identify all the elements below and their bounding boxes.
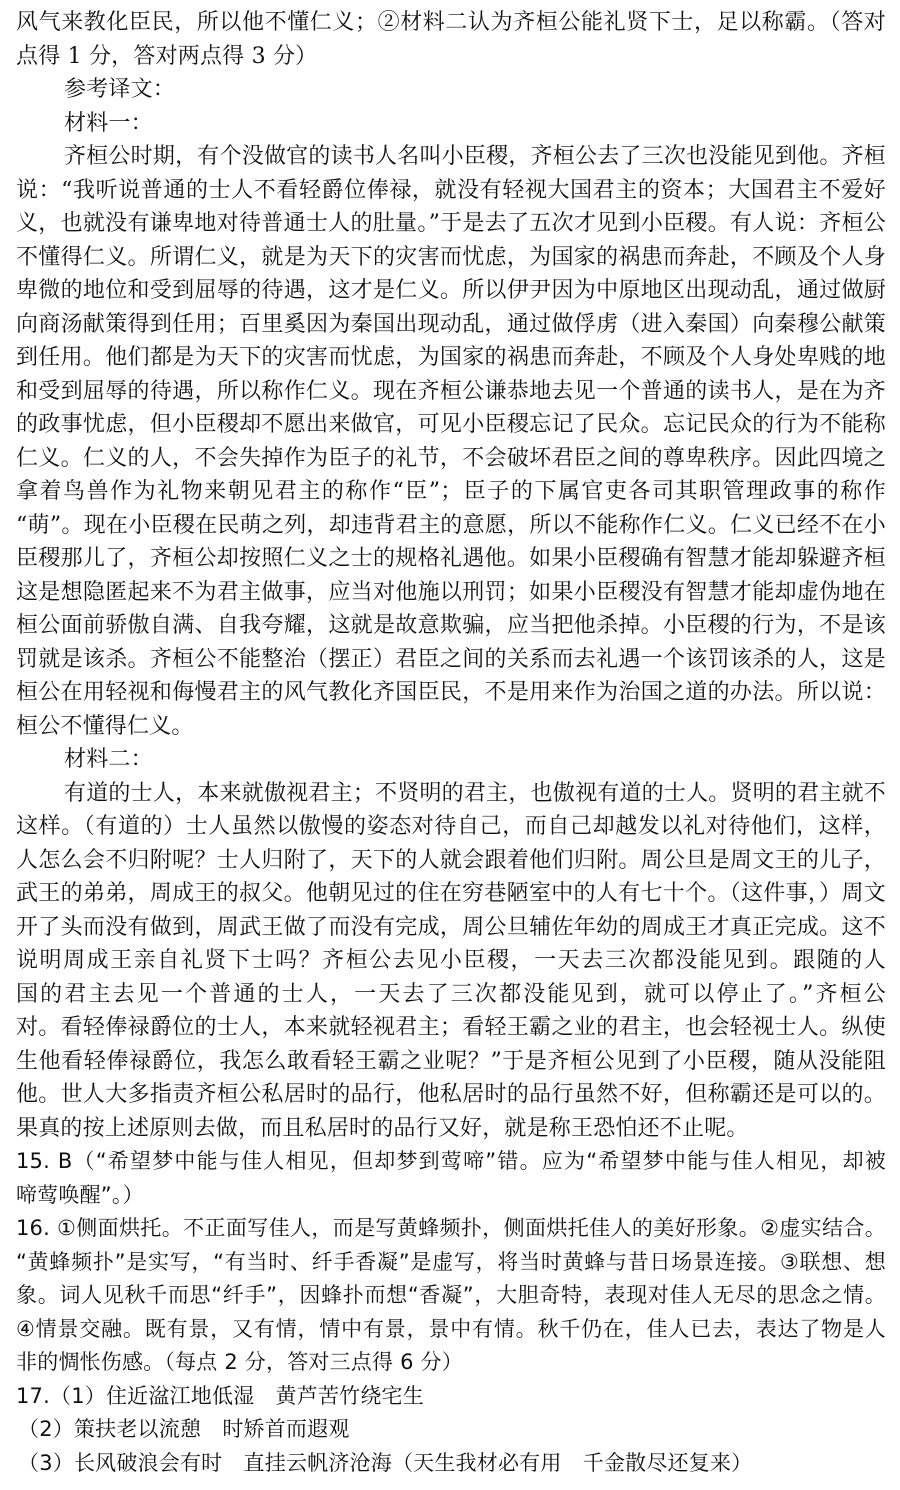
paragraph-line: 这样。（有道的）士人虽然以傲慢的姿态对待自己，而自己却越发以礼对待他们，这样，	[16, 814, 886, 839]
paragraph-line: 仁义。仁义的人，不会失掉作为臣子的礼节，不会破坏君臣之间的尊卑秩序。因此四境之	[16, 445, 886, 471]
paragraph-line: 有道的士人，本来就傲视君主；不贤明的君主，也傲视有道的士人。贤明的君主就不	[64, 780, 886, 806]
paragraph-line: 义，也就没有谦卑地对待普通士人的肚量。”于是去了五次才见到小臣稷。有人说：齐桓公	[16, 211, 886, 236]
answer-17-line: （2）策扶老以流憩 时矫首而遐观	[18, 1417, 350, 1441]
paragraph-line: 向商汤献策得到任用；百里奚因为秦国出现动乱，通过做俘虏（进入秦国）向秦穆公献策	[16, 311, 886, 337]
paragraph-line: 和受到屈辱的待遇，所以称作仁义。现在齐桓公谦恭地去见一个普通的读书人，是在为齐	[16, 378, 886, 404]
answer-16-line: “黄蜂频扑”是实写，“有当时、纤手香凝”是虚写，将当时黄蜂与昔日场景连接。③联想、想	[16, 1249, 886, 1274]
answer-16-line: 非的惆怅伤感。（每点 2 分，答对三点得 6 分）	[16, 1350, 463, 1374]
section-heading: 材料二：	[64, 747, 153, 772]
paragraph-line: 到任用。他们都是为天下的灾害而忧虑，为国家的祸患而奔赴，不顾及个人身处卑贱的地	[16, 345, 886, 370]
paragraph-line: 齐桓公时期，有个没做官的读书人名叫小臣稷，齐桓公去了三次也没能见到他。齐桓	[64, 144, 886, 169]
paragraph-line: 他。世人大多指责齐桓公私居时的品行，他私居时的品行虽然不好，但称霸还是可以的。	[16, 1082, 886, 1107]
paragraph-line: 的政事忧虑，但小臣稷却不愿出来做官，可见小臣稷忘记了民众。忘记民众的行为不能称	[16, 412, 886, 437]
paragraph-line: 武王的弟弟，周成王的叔父。他朝见过的住在穷巷陋室中的人有七十个。（这件事，）周文	[16, 881, 886, 906]
paragraph-line: 果真的按上述原则去做，而且私居时的品行又好，就是称王恐怕还不止呢。	[16, 1115, 749, 1141]
paragraph-line: 桓公在用轻视和侮慢君主的风气教化齐国臣民，不是用来作为治国之道的办法。所以说：	[16, 680, 886, 705]
paragraph-line: 国的君主去见一个普通的士人，一天去了三次都没能见到，就可以停止了。”齐桓公	[16, 981, 886, 1007]
section-heading: 材料一：	[64, 110, 153, 136]
paragraph-line: 桓公面前骄傲自满、自我夸耀，这就是故意欺骗，应当把他杀掉。小臣稷的行为，不是该	[16, 613, 886, 638]
paragraph-line: 说：“我听说普通的士人不看轻爵位俸禄，就没有轻视大国君主的资本；大国君主不爱好	[16, 177, 886, 203]
paragraph-line: 卑微的地位和受到屈辱的待遇，这才是仁义。所以伊尹因为中原地区出现动乱，通过做厨	[16, 278, 886, 303]
paragraph-line: 罚就是该杀。齐桓公不能整治（摆正）君臣之间的关系而去礼遇一个该罚该杀的人，这是	[16, 646, 886, 672]
paragraph-line: 说明周成王亲自礼贤下士吗？齐桓公去见小臣稷，一天去三次都没能见到。跟随的人	[16, 948, 886, 973]
paragraph-line: 开了头而没有做到，周武王做了而没有完成，周公旦辅佐年幼的周成王才真正完成。这不	[16, 914, 886, 940]
paragraph-line: 对。看轻俸禄爵位的士人，本来就轻视君主；看轻王霸之业的君主，也会轻视士人。纵使	[16, 1015, 886, 1040]
paragraph-line: 不懂得仁义。所谓仁义，就是为天下的灾害而忧虑，为国家的祸患而奔赴，不顾及个人身	[16, 244, 886, 270]
answer-17-line: （3）长风破浪会有时 直挂云帆济沧海（天生我材必有用 千金散尽还复来）	[18, 1450, 753, 1475]
text-line: 点得 1 分，答对两点得 3 分）	[16, 43, 318, 69]
paragraph-line: 桓公不懂得仁义。	[16, 713, 194, 739]
answer-15-line: 啼莺唤醒”。）	[16, 1182, 144, 1207]
paragraph-line: 拿着鸟兽作为礼物来朝见君主的称作“臣”；臣子的下属官吏各司其职管理政事的称作	[16, 479, 886, 504]
paragraph-line: 臣稷那儿了，齐桓公却按照仁义之士的规格礼遇他。如果小臣稷确有智慧才能却躲避齐桓	[16, 546, 886, 571]
paragraph-line: “萌”。现在小臣稷在民萌之列，却违背君主的意愿，所以不能称作仁义。仁义已经不在小	[16, 512, 886, 538]
section-heading: 参考译文：	[64, 77, 176, 102]
paragraph-line: 这是想隐匿起来不为君主做事，应当对他施以刑罚；如果小臣稷没有智慧才能却虚伪地在	[16, 579, 886, 605]
paragraph-line: 人怎么会不归附呢？士人归附了，天下的人就会跟着他们归附。周公旦是周文王的儿子，	[16, 847, 886, 873]
answer-16-line: 16. ①侧面烘托。不正面写佳人，而是写黄蜂频扑，侧面烘托佳人的美好形象。②虚实结合。	[16, 1216, 886, 1240]
paragraph-line: 生他看轻俸禄爵位，我怎么敢看轻王霸之业呢？”于是齐桓公见到了小臣稷，随从没能阻	[16, 1048, 886, 1074]
answer-16-line: ④情景交融。既有景，又有情，情中有景，景中有情。秋千仍在，佳人已去，表达了物是人	[16, 1316, 886, 1341]
answer-17-line: 17.（1）住近湓江地低湿 黄芦苦竹绕宅生	[16, 1383, 424, 1408]
text-line: 风气来教化臣民，所以他不懂仁义；②材料二认为齐桓公能礼贤下士，足以称霸。（答对	[16, 10, 886, 35]
answer-15-line: 15. B（“希望梦中能与佳人相见，但却梦到莺啼”错。应为“希望梦中能与佳人相见，却被	[16, 1149, 886, 1173]
answer-16-line: 象。词人见秋千而思“纤手”，因蜂扑而想“香凝”，大胆奇特，表现对佳人无尽的思念之情。	[16, 1283, 886, 1307]
